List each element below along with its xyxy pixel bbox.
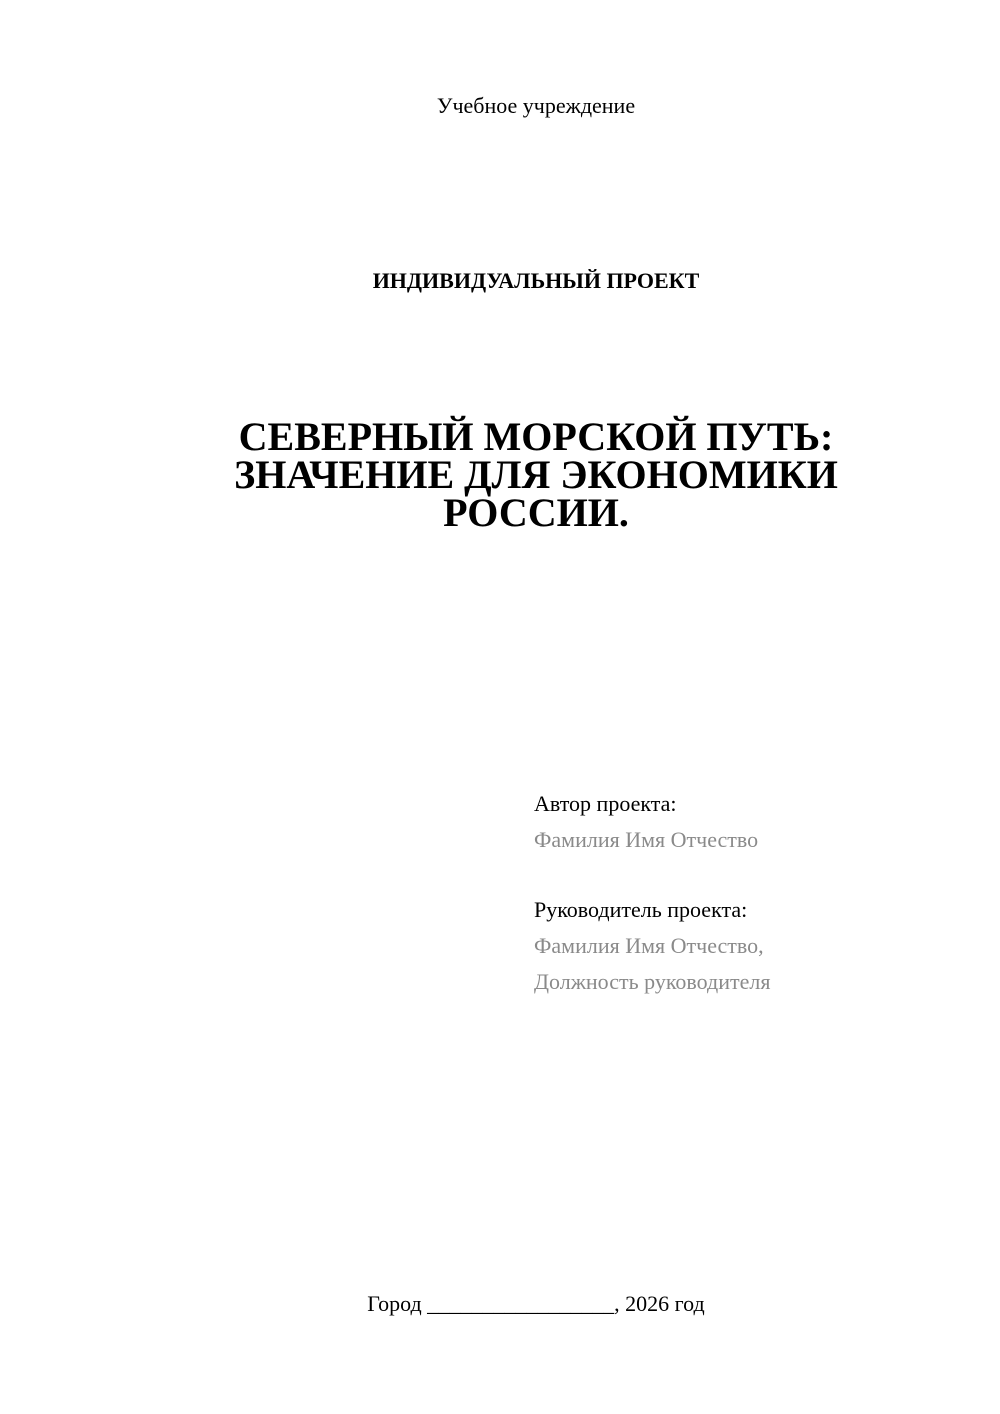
author-name: Фамилия Имя Отчество <box>534 827 759 852</box>
project-title-line: РОССИИ. <box>443 490 629 535</box>
project-title <box>200 414 872 535</box>
city-year-line: Город _________________, 2026 год <box>367 1291 705 1316</box>
supervisor-name: Фамилия Имя Отчество, <box>534 933 764 958</box>
project-title-line: СЕВЕРНЫЙ МОРСКОЙ ПУТЬ: <box>238 414 834 459</box>
author-label: Автор проекта: <box>534 791 677 816</box>
document-type: ИНДИВИДУАЛЬНЫЙ ПРОЕКТ <box>372 268 700 293</box>
project-title-line: ЗНАЧЕНИЕ ДЛЯ ЭКОНОМИКИ <box>234 452 838 497</box>
supervisor-block <box>534 892 770 1000</box>
supervisor-label: Руководитель проекта: <box>534 897 748 922</box>
supervisor-position: Должность руководителя <box>534 969 771 994</box>
institution-name: Учебное учреждение <box>436 93 636 118</box>
author-block <box>534 786 758 858</box>
